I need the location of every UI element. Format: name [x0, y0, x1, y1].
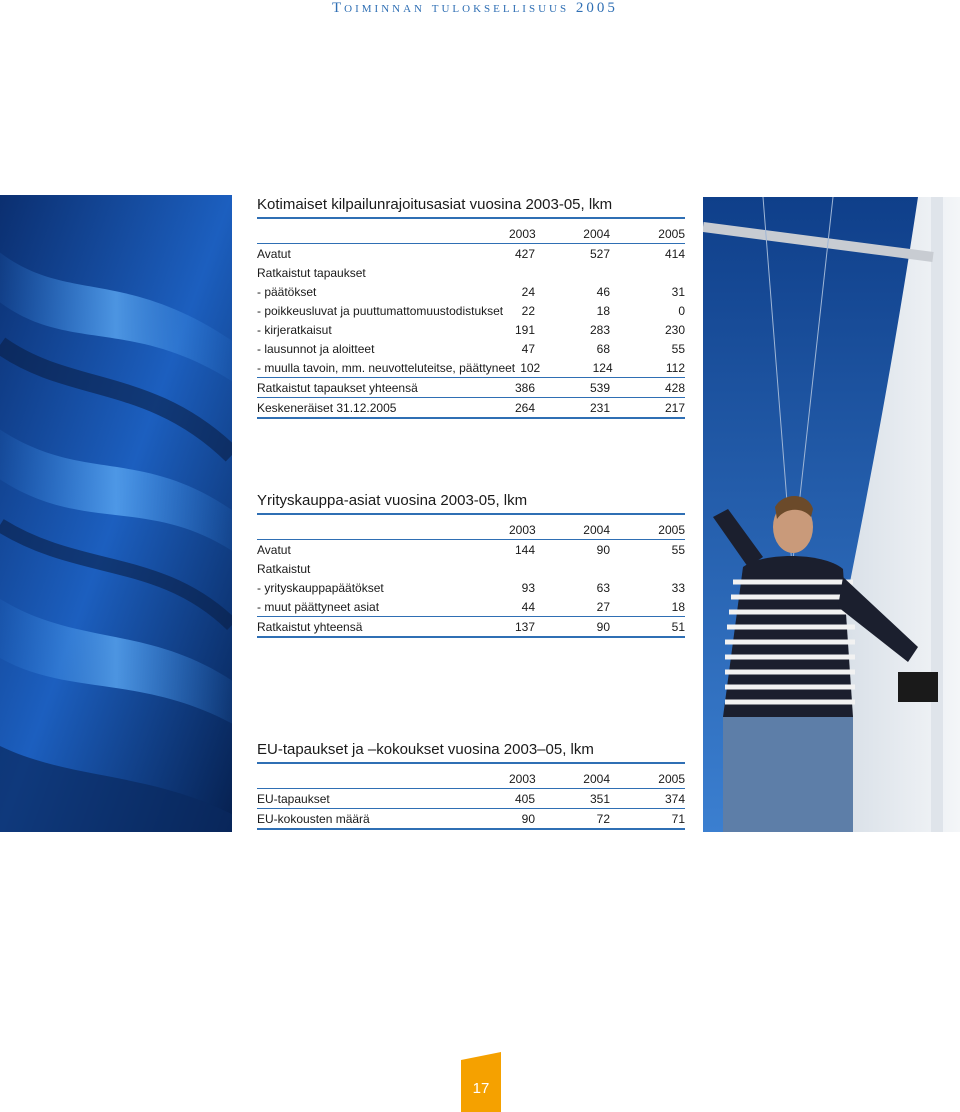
year-header: 2005 [658, 772, 685, 786]
table-row: Keskeneräiset 31.12.2005 264 231 217 [257, 397, 685, 417]
merger-cases-table [257, 492, 685, 638]
table-row: Ratkaistut tapaukset yhteensä 386 539 428 [257, 377, 685, 397]
table-title: Yrityskauppa-asiat vuosina 2003-05, lkm [257, 492, 528, 509]
table-header-row [257, 515, 685, 539]
table-title: EU-tapaukset ja –kokoukset vuosina 2003–05, lkm [257, 741, 594, 758]
table-row: EU-tapaukset 405 351 374 [257, 791, 685, 806]
table-header-row [257, 219, 685, 243]
running-head: Toiminnan tuloksellisuus 2005 [332, 0, 618, 16]
table-row: Avatut 144 90 55 [257, 542, 685, 557]
table-row: - muut päättyneet asiat 44 27 18 [257, 599, 685, 614]
table-row: - poikkeusluvat ja puuttumattomuustodistukset 22 18 0 [257, 303, 685, 318]
page-number: 17 [472, 1080, 490, 1097]
year-header: 2003 [509, 227, 536, 241]
year-header: 2003 [509, 772, 536, 786]
table-row: EU-kokousten määrä 90 72 71 [257, 808, 685, 828]
domestic-competition-cases-table [257, 196, 685, 419]
year-header: 2004 [583, 227, 610, 241]
year-header: 2004 [583, 772, 610, 786]
table-row: Ratkaistut yhteensä 137 90 51 [257, 616, 685, 636]
page-number-tab [461, 1060, 501, 1112]
fabric-photo [0, 195, 232, 832]
sailor-photo [703, 197, 960, 832]
table-row: Ratkaistut tapaukset [257, 265, 366, 280]
year-header: 2005 [658, 227, 685, 241]
table-row: - päätökset 24 46 31 [257, 284, 685, 299]
year-header: 2003 [509, 523, 536, 537]
table-header-row [257, 764, 685, 788]
year-header: 2005 [658, 523, 685, 537]
eu-cases-table [257, 741, 685, 830]
table-row: - kirjeratkaisut 191 283 230 [257, 322, 685, 337]
table-row: Ratkaistut [257, 561, 311, 576]
year-header: 2004 [583, 523, 610, 537]
table-title: Kotimaiset kilpailunrajoitusasiat vuosina 2003-05, lkm [257, 196, 613, 213]
table-row: Avatut 427 527 414 [257, 246, 685, 261]
table-row: - muulla tavoin, mm. neuvotteluteitse, päättyneet 102 124 112 [257, 360, 686, 375]
table-row: - lausunnot ja aloitteet 47 68 55 [257, 341, 685, 356]
table-row: - yrityskauppapäätökset 93 63 33 [257, 580, 685, 595]
